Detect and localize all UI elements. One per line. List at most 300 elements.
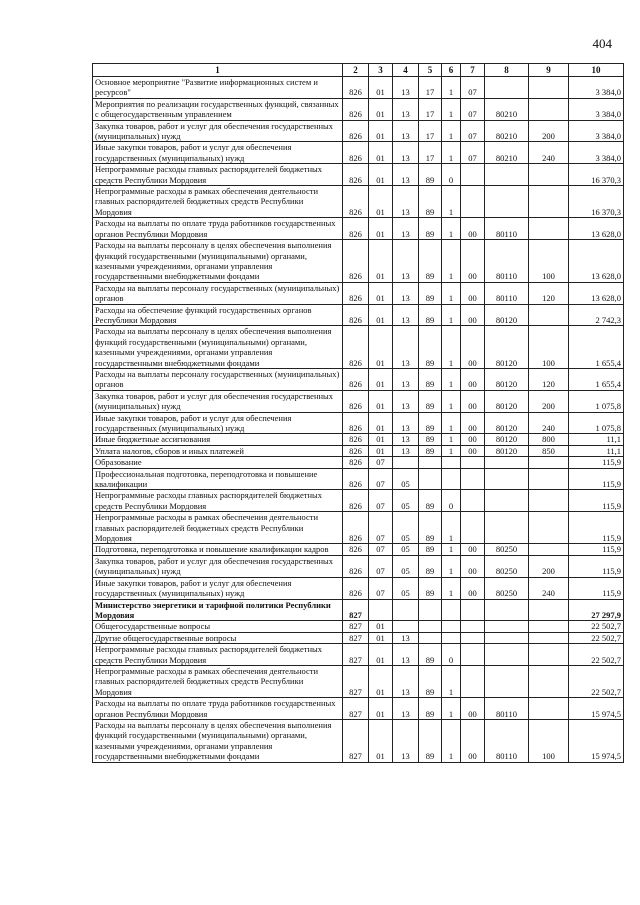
program-code-cell: 89: [419, 240, 442, 283]
amount-cell: 16 370,3: [569, 164, 624, 186]
amount-cell: 115,9: [569, 468, 624, 490]
activity-code-cell: [461, 490, 485, 512]
amount-cell: 1 075,8: [569, 412, 624, 434]
program-code-cell: 89: [419, 665, 442, 697]
section-code-cell: 01: [369, 120, 393, 142]
subsection-code-cell: 13: [393, 304, 419, 326]
subsection-code-cell: 13: [393, 120, 419, 142]
section-code-cell: 01: [369, 698, 393, 720]
amount-cell: 2 742,3: [569, 304, 624, 326]
subprogram-code-cell: 1: [442, 698, 461, 720]
activity-code-cell: 00: [461, 304, 485, 326]
subprogram-code-cell: 1: [442, 577, 461, 599]
subprogram-code-cell: 0: [442, 490, 461, 512]
table-row: [93, 599, 624, 621]
expense-type-cell: 200: [529, 555, 569, 577]
expense-type-cell: [529, 599, 569, 621]
expense-type-cell: 800: [529, 434, 569, 445]
activity-code-cell: 07: [461, 142, 485, 164]
target-item-cell: 80110: [485, 698, 529, 720]
activity-code-cell: 07: [461, 98, 485, 120]
section-code-cell: 01: [369, 665, 393, 697]
subsection-code-cell: 13: [393, 445, 419, 456]
activity-code-cell: [461, 665, 485, 697]
subprogram-code-cell: [442, 621, 461, 632]
expense-type-cell: 100: [529, 240, 569, 283]
program-code-cell: 17: [419, 120, 442, 142]
table-row: [93, 164, 624, 186]
subsection-code-cell: 05: [393, 544, 419, 555]
amount-cell: 1 655,4: [569, 326, 624, 369]
row-name-cell: Основное мероприятие "Развитие информационных систем и ресурсов": [93, 77, 343, 99]
subsection-code-cell: 13: [393, 665, 419, 697]
subsection-code-cell: 13: [393, 282, 419, 304]
column-header: 6: [442, 64, 461, 77]
expense-type-cell: 850: [529, 445, 569, 456]
expense-type-cell: [529, 512, 569, 544]
subprogram-code-cell: 1: [442, 445, 461, 456]
expense-type-cell: [529, 468, 569, 490]
row-name-cell: Расходы на выплаты по оплате труда работников государственных органов Республики Мордовия: [93, 218, 343, 240]
section-code-cell: 01: [369, 412, 393, 434]
program-code-cell: 89: [419, 218, 442, 240]
expense-type-cell: [529, 218, 569, 240]
target-item-cell: [485, 632, 529, 643]
expense-type-cell: [529, 632, 569, 643]
subsection-code-cell: 13: [393, 698, 419, 720]
column-header: 3: [369, 64, 393, 77]
target-item-cell: 80250: [485, 577, 529, 599]
ministry-code-cell: 826: [343, 457, 369, 468]
program-code-cell: 89: [419, 282, 442, 304]
table-row: [93, 577, 624, 599]
subprogram-code-cell: 1: [442, 544, 461, 555]
activity-code-cell: 00: [461, 544, 485, 555]
column-header: 8: [485, 64, 529, 77]
amount-cell: 27 297,9: [569, 599, 624, 621]
target-item-cell: 80120: [485, 326, 529, 369]
program-code-cell: 89: [419, 719, 442, 762]
table-row: [93, 390, 624, 412]
amount-cell: 16 370,3: [569, 186, 624, 218]
ministry-code-cell: 827: [343, 698, 369, 720]
table-row: [93, 282, 624, 304]
activity-code-cell: [461, 164, 485, 186]
subprogram-code-cell: 1: [442, 368, 461, 390]
section-code-cell: 01: [369, 282, 393, 304]
expense-type-cell: [529, 457, 569, 468]
row-name-cell: Непрограммные расходы в рамках обеспечения деятельности главных распорядителей бюджетных средств Республики Мордовия: [93, 665, 343, 697]
subsection-code-cell: [393, 457, 419, 468]
section-code-cell: 07: [369, 490, 393, 512]
subprogram-code-cell: 1: [442, 412, 461, 434]
section-code-cell: 01: [369, 304, 393, 326]
table-row: [93, 304, 624, 326]
row-name-cell: Расходы на выплаты персоналу государственных (муниципальных) органов: [93, 368, 343, 390]
amount-cell: 22 502,7: [569, 665, 624, 697]
section-code-cell: 01: [369, 326, 393, 369]
subprogram-code-cell: 1: [442, 282, 461, 304]
target-item-cell: [485, 164, 529, 186]
program-code-cell: [419, 468, 442, 490]
section-code-cell: 01: [369, 445, 393, 456]
target-item-cell: 80210: [485, 98, 529, 120]
table-row: [93, 512, 624, 544]
table-row: [93, 434, 624, 445]
ministry-code-cell: 826: [343, 468, 369, 490]
column-header: 9: [529, 64, 569, 77]
expense-type-cell: [529, 621, 569, 632]
column-header: 2: [343, 64, 369, 77]
table-row: [93, 644, 624, 666]
program-code-cell: 89: [419, 577, 442, 599]
program-code-cell: 89: [419, 490, 442, 512]
program-code-cell: [419, 599, 442, 621]
subsection-code-cell: 05: [393, 512, 419, 544]
program-code-cell: 89: [419, 434, 442, 445]
program-code-cell: [419, 632, 442, 643]
target-item-cell: 80120: [485, 434, 529, 445]
amount-cell: 115,9: [569, 490, 624, 512]
ministry-code-cell: 826: [343, 577, 369, 599]
activity-code-cell: 00: [461, 326, 485, 369]
target-item-cell: [485, 644, 529, 666]
subprogram-code-cell: 1: [442, 555, 461, 577]
expense-type-cell: 120: [529, 282, 569, 304]
expense-type-cell: [529, 644, 569, 666]
subprogram-code-cell: [442, 632, 461, 643]
subprogram-code-cell: [442, 599, 461, 621]
amount-cell: 3 384,0: [569, 77, 624, 99]
table-row: [93, 218, 624, 240]
table-row: [93, 368, 624, 390]
row-name-cell: Уплата налогов, сборов и иных платежей: [93, 445, 343, 456]
expense-type-cell: [529, 490, 569, 512]
subsection-code-cell: 13: [393, 240, 419, 283]
target-item-cell: 80250: [485, 544, 529, 555]
expense-type-cell: 200: [529, 390, 569, 412]
row-name-cell: Расходы на обеспечение функций государственных органов Республики Мордовия: [93, 304, 343, 326]
row-name-cell: Мероприятия по реализации государственных функций, связанных с общегосударственным управлением: [93, 98, 343, 120]
expense-type-cell: [529, 164, 569, 186]
table-row: [93, 412, 624, 434]
activity-code-cell: [461, 186, 485, 218]
ministry-code-cell: 826: [343, 304, 369, 326]
subsection-code-cell: 13: [393, 644, 419, 666]
section-code-cell: 01: [369, 186, 393, 218]
subprogram-code-cell: 0: [442, 164, 461, 186]
subsection-code-cell: 13: [393, 390, 419, 412]
amount-cell: 115,9: [569, 544, 624, 555]
row-name-cell: Непрограммные расходы главных распорядителей бюджетных средств Республики Мордовия: [93, 644, 343, 666]
ministry-code-cell: 826: [343, 390, 369, 412]
ministry-code-cell: 826: [343, 282, 369, 304]
target-item-cell: [485, 457, 529, 468]
section-code-cell: 07: [369, 544, 393, 555]
section-code-cell: 01: [369, 632, 393, 643]
subsection-code-cell: 05: [393, 555, 419, 577]
amount-cell: 3 384,0: [569, 120, 624, 142]
section-code-cell: 01: [369, 142, 393, 164]
row-name-cell: Непрограммные расходы главных распорядителей бюджетных средств Республики Мордовия: [93, 164, 343, 186]
expense-type-cell: 120: [529, 368, 569, 390]
table-row: [93, 468, 624, 490]
program-code-cell: 89: [419, 512, 442, 544]
row-name-cell: Иные бюджетные ассигнования: [93, 434, 343, 445]
expense-type-cell: 240: [529, 577, 569, 599]
ministry-code-cell: 827: [343, 719, 369, 762]
program-code-cell: 89: [419, 304, 442, 326]
section-code-cell: 07: [369, 457, 393, 468]
expense-type-cell: [529, 665, 569, 697]
activity-code-cell: [461, 632, 485, 643]
ministry-code-cell: 826: [343, 240, 369, 283]
expense-type-cell: 100: [529, 326, 569, 369]
target-item-cell: 80110: [485, 218, 529, 240]
subsection-code-cell: 13: [393, 434, 419, 445]
section-code-cell: 01: [369, 368, 393, 390]
row-name-cell: Закупка товаров, работ и услуг для обеспечения государственных (муниципальных) нужд: [93, 390, 343, 412]
subsection-code-cell: 05: [393, 577, 419, 599]
activity-code-cell: 00: [461, 390, 485, 412]
program-code-cell: 17: [419, 77, 442, 99]
program-code-cell: 89: [419, 186, 442, 218]
ministry-code-cell: 826: [343, 434, 369, 445]
activity-code-cell: 00: [461, 445, 485, 456]
ministry-code-cell: 826: [343, 555, 369, 577]
row-name-cell: Подготовка, переподготовка и повышение квалификации кадров: [93, 544, 343, 555]
ministry-code-cell: 826: [343, 368, 369, 390]
ministry-code-cell: 826: [343, 490, 369, 512]
subprogram-code-cell: 1: [442, 512, 461, 544]
amount-cell: 3 384,0: [569, 98, 624, 120]
row-name-cell: Иные закупки товаров, работ и услуг для обеспечения государственных (муниципальных) нужд: [93, 577, 343, 599]
ministry-code-cell: 826: [343, 412, 369, 434]
activity-code-cell: 00: [461, 282, 485, 304]
program-code-cell: 89: [419, 698, 442, 720]
page-number: 404: [592, 36, 612, 51]
section-code-cell: 07: [369, 577, 393, 599]
amount-cell: 1 655,4: [569, 368, 624, 390]
amount-cell: 22 502,7: [569, 621, 624, 632]
target-item-cell: 80120: [485, 304, 529, 326]
column-header: 1: [93, 64, 343, 77]
table-row: [93, 621, 624, 632]
section-code-cell: 07: [369, 555, 393, 577]
row-name-cell: Общегосударственные вопросы: [93, 621, 343, 632]
table-row: [93, 240, 624, 283]
program-code-cell: 89: [419, 326, 442, 369]
activity-code-cell: [461, 599, 485, 621]
ministry-code-cell: 826: [343, 445, 369, 456]
amount-cell: 13 628,0: [569, 218, 624, 240]
row-name-cell: Министерство энергетики и тарифной политики Республики Мордовия: [93, 599, 343, 621]
table-row: [93, 490, 624, 512]
subprogram-code-cell: [442, 457, 461, 468]
column-header: 7: [461, 64, 485, 77]
ministry-code-cell: 826: [343, 142, 369, 164]
ministry-code-cell: 827: [343, 621, 369, 632]
target-item-cell: [485, 665, 529, 697]
activity-code-cell: [461, 644, 485, 666]
table-row: [93, 120, 624, 142]
target-item-cell: [485, 468, 529, 490]
activity-code-cell: 00: [461, 240, 485, 283]
expense-type-cell: [529, 77, 569, 99]
ministry-code-cell: 826: [343, 544, 369, 555]
column-header: 4: [393, 64, 419, 77]
activity-code-cell: 00: [461, 368, 485, 390]
section-code-cell: 01: [369, 218, 393, 240]
row-name-cell: Непрограммные расходы в рамках обеспечения деятельности главных распорядителей бюджетных средств Республики Мордовия: [93, 512, 343, 544]
activity-code-cell: [461, 512, 485, 544]
target-item-cell: [485, 77, 529, 99]
program-code-cell: 89: [419, 164, 442, 186]
row-name-cell: Закупка товаров, работ и услуг для обеспечения государственных (муниципальных) нужд: [93, 120, 343, 142]
section-code-cell: 01: [369, 621, 393, 632]
subsection-code-cell: [393, 621, 419, 632]
activity-code-cell: [461, 457, 485, 468]
section-code-cell: 01: [369, 434, 393, 445]
target-item-cell: [485, 490, 529, 512]
table-row: [93, 98, 624, 120]
expense-type-cell: 100: [529, 719, 569, 762]
amount-cell: 115,9: [569, 555, 624, 577]
amount-cell: 115,9: [569, 577, 624, 599]
activity-code-cell: [461, 468, 485, 490]
subsection-code-cell: 13: [393, 98, 419, 120]
amount-cell: 22 502,7: [569, 632, 624, 643]
subsection-code-cell: 13: [393, 412, 419, 434]
subprogram-code-cell: 1: [442, 120, 461, 142]
row-name-cell: Иные закупки товаров, работ и услуг для обеспечения государственных (муниципальных) нужд: [93, 412, 343, 434]
program-code-cell: 89: [419, 368, 442, 390]
row-name-cell: Другие общегосударственные вопросы: [93, 632, 343, 643]
ministry-code-cell: 826: [343, 77, 369, 99]
target-item-cell: 80110: [485, 240, 529, 283]
subprogram-code-cell: 1: [442, 434, 461, 445]
ministry-code-cell: 827: [343, 644, 369, 666]
subprogram-code-cell: 0: [442, 644, 461, 666]
activity-code-cell: [461, 621, 485, 632]
subsection-code-cell: 13: [393, 142, 419, 164]
table-row: [93, 142, 624, 164]
budget-table: [92, 63, 624, 763]
subsection-code-cell: 13: [393, 719, 419, 762]
subprogram-code-cell: 1: [442, 142, 461, 164]
table-row: [93, 632, 624, 643]
expense-type-cell: [529, 304, 569, 326]
expense-type-cell: [529, 698, 569, 720]
subsection-code-cell: 13: [393, 164, 419, 186]
row-name-cell: Расходы на выплаты по оплате труда работников государственных органов Республики Мордовия: [93, 698, 343, 720]
table-row: [93, 555, 624, 577]
target-item-cell: [485, 512, 529, 544]
target-item-cell: 80110: [485, 282, 529, 304]
program-code-cell: 89: [419, 390, 442, 412]
program-code-cell: 89: [419, 555, 442, 577]
subsection-code-cell: 05: [393, 490, 419, 512]
subsection-code-cell: 13: [393, 632, 419, 643]
program-code-cell: 89: [419, 445, 442, 456]
table-row: [93, 544, 624, 555]
amount-cell: 13 628,0: [569, 240, 624, 283]
activity-code-cell: 00: [461, 698, 485, 720]
section-code-cell: 01: [369, 77, 393, 99]
row-name-cell: Профессиональная подготовка, переподготовка и повышение квалификации: [93, 468, 343, 490]
subprogram-code-cell: 1: [442, 186, 461, 218]
ministry-code-cell: 827: [343, 632, 369, 643]
expense-type-cell: 200: [529, 120, 569, 142]
row-name-cell: Непрограммные расходы в рамках обеспечения деятельности главных распорядителей бюджетных средств Республики Мордовия: [93, 186, 343, 218]
ministry-code-cell: 826: [343, 326, 369, 369]
table-row: [93, 457, 624, 468]
amount-cell: 13 628,0: [569, 282, 624, 304]
program-code-cell: [419, 457, 442, 468]
section-code-cell: 07: [369, 468, 393, 490]
subsection-code-cell: 05: [393, 468, 419, 490]
target-item-cell: 80120: [485, 445, 529, 456]
target-item-cell: 80110: [485, 719, 529, 762]
subprogram-code-cell: 1: [442, 719, 461, 762]
ministry-code-cell: 827: [343, 665, 369, 697]
section-code-cell: 07: [369, 512, 393, 544]
subprogram-code-cell: 1: [442, 240, 461, 283]
amount-cell: 115,9: [569, 457, 624, 468]
section-code-cell: [369, 599, 393, 621]
expense-type-cell: [529, 98, 569, 120]
amount-cell: 15 974,5: [569, 719, 624, 762]
target-item-cell: [485, 621, 529, 632]
section-code-cell: 01: [369, 164, 393, 186]
table-row: [93, 77, 624, 99]
amount-cell: 15 974,5: [569, 698, 624, 720]
subsection-code-cell: 13: [393, 326, 419, 369]
subprogram-code-cell: 1: [442, 326, 461, 369]
target-item-cell: 80120: [485, 390, 529, 412]
activity-code-cell: 00: [461, 577, 485, 599]
ministry-code-cell: 826: [343, 512, 369, 544]
subprogram-code-cell: 1: [442, 390, 461, 412]
program-code-cell: 17: [419, 98, 442, 120]
amount-cell: 22 502,7: [569, 644, 624, 666]
activity-code-cell: 00: [461, 412, 485, 434]
program-code-cell: [419, 621, 442, 632]
subprogram-code-cell: 1: [442, 77, 461, 99]
section-code-cell: 01: [369, 240, 393, 283]
table-row: [93, 698, 624, 720]
table-row: [93, 445, 624, 456]
program-code-cell: 89: [419, 412, 442, 434]
ministry-code-cell: 826: [343, 120, 369, 142]
amount-cell: 3 384,0: [569, 142, 624, 164]
subprogram-code-cell: 1: [442, 218, 461, 240]
activity-code-cell: 07: [461, 77, 485, 99]
subsection-code-cell: 13: [393, 368, 419, 390]
program-code-cell: 89: [419, 644, 442, 666]
section-code-cell: 01: [369, 98, 393, 120]
activity-code-cell: 00: [461, 719, 485, 762]
expense-type-cell: 240: [529, 142, 569, 164]
ministry-code-cell: 826: [343, 98, 369, 120]
target-item-cell: 80250: [485, 555, 529, 577]
row-name-cell: Образование: [93, 457, 343, 468]
activity-code-cell: 00: [461, 434, 485, 445]
table-row: [93, 665, 624, 697]
program-code-cell: 17: [419, 142, 442, 164]
section-code-cell: 01: [369, 719, 393, 762]
target-item-cell: 80210: [485, 142, 529, 164]
